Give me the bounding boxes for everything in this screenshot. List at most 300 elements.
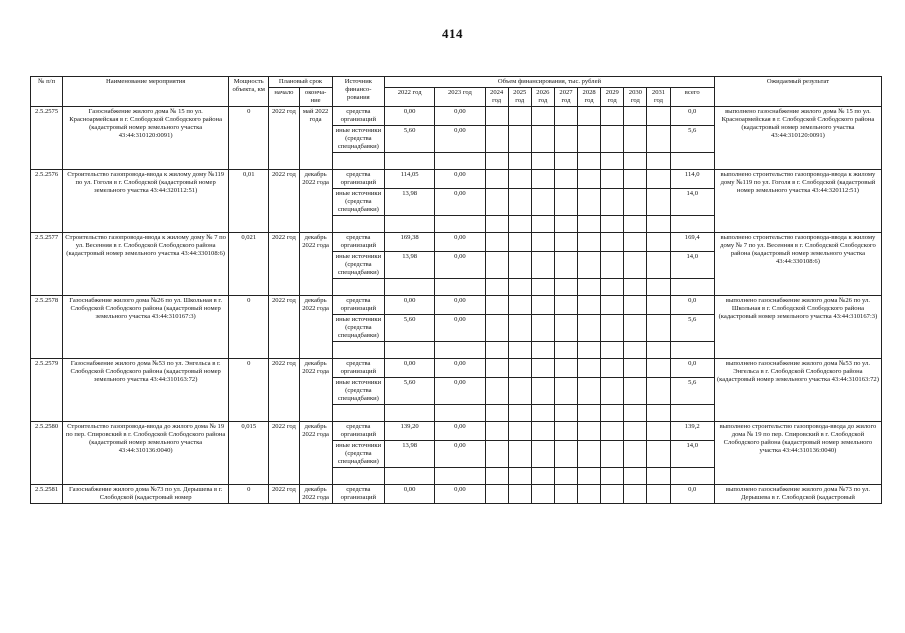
row-empty-year-cell	[531, 126, 554, 153]
header-no: № п/п	[31, 77, 63, 107]
row-source-other: иные источники (средства спецнадбавки)	[332, 189, 384, 216]
row-end: декабрь 2022 года	[299, 422, 332, 485]
header-term: Плановый срок	[269, 77, 332, 88]
row-empty-year-cell	[508, 107, 531, 126]
row-empty-year-cell	[647, 485, 670, 504]
row-empty-year-cell	[578, 170, 601, 189]
table-row	[31, 233, 882, 252]
spacer-cell	[578, 279, 601, 296]
header-total: всего	[670, 88, 714, 107]
spacer-cell	[554, 468, 577, 485]
row-empty-year-cell	[531, 170, 554, 189]
row-value-2022: 13,98	[385, 441, 435, 468]
spacer-cell	[332, 153, 384, 170]
row-empty-year-cell	[554, 233, 577, 252]
spacer-cell	[508, 405, 531, 422]
row-empty-year-cell	[578, 107, 601, 126]
row-value-2023: 0,00	[435, 189, 485, 216]
row-value-2022: 139,20	[385, 422, 435, 441]
header-term-start: начало	[269, 88, 299, 107]
row-start: 2022 год	[269, 422, 299, 485]
row-empty-year-cell	[531, 441, 554, 468]
header-term-end: оконча-ние	[299, 88, 332, 107]
row-total: 0,0	[670, 359, 714, 378]
row-empty-year-cell	[624, 252, 647, 279]
spacer-cell	[531, 342, 554, 359]
row-empty-year-cell	[601, 296, 624, 315]
table-row	[31, 422, 882, 441]
spacer-cell	[647, 153, 670, 170]
row-capacity: 0	[229, 296, 269, 359]
row-total: 169,4	[670, 233, 714, 252]
row-empty-year-cell	[485, 189, 508, 216]
row-empty-year-cell	[531, 233, 554, 252]
row-value-2023: 0,00	[435, 170, 485, 189]
row-empty-year-cell	[485, 107, 508, 126]
row-name: Строительство газопровода-ввода до жилого дома № 19 по пер. Спировский в г. Слободской Слободского района (кадастровый номер земельного участка 43:44:310136:0040)	[63, 422, 229, 485]
row-empty-year-cell	[624, 107, 647, 126]
spacer-cell	[647, 342, 670, 359]
row-empty-year-cell	[485, 441, 508, 468]
row-empty-year-cell	[578, 315, 601, 342]
row-empty-year-cell	[624, 422, 647, 441]
row-empty-year-cell	[578, 233, 601, 252]
row-number: 2.5.2580	[31, 422, 63, 485]
spacer-cell	[485, 279, 508, 296]
spacer-cell	[670, 468, 714, 485]
spacer-cell	[435, 405, 485, 422]
row-empty-year-cell	[508, 315, 531, 342]
spacer-cell	[435, 153, 485, 170]
row-number: 2.5.2575	[31, 107, 63, 170]
header-year-2027: 2027 год	[554, 88, 577, 107]
header-name: Наименование мероприятия	[63, 77, 229, 107]
row-empty-year-cell	[601, 315, 624, 342]
row-value-2022: 13,98	[385, 252, 435, 279]
spacer-cell	[624, 216, 647, 233]
row-empty-year-cell	[531, 422, 554, 441]
row-empty-year-cell	[601, 126, 624, 153]
row-value-2022: 5,60	[385, 126, 435, 153]
row-total: 14,0	[670, 189, 714, 216]
spacer-cell	[485, 342, 508, 359]
row-empty-year-cell	[624, 359, 647, 378]
row-value-2023: 0,00	[435, 296, 485, 315]
row-start: 2022 год	[269, 485, 299, 504]
spacer-cell	[508, 216, 531, 233]
row-empty-year-cell	[647, 441, 670, 468]
spacer-cell	[531, 279, 554, 296]
row-empty-year-cell	[508, 378, 531, 405]
row-empty-year-cell	[647, 378, 670, 405]
header-year-2028: 2028 год	[578, 88, 601, 107]
row-end: май 2022 года	[299, 107, 332, 170]
row-source-organizations: средства организаций	[332, 359, 384, 378]
spacer-cell	[670, 279, 714, 296]
row-empty-year-cell	[624, 315, 647, 342]
row-empty-year-cell	[578, 485, 601, 504]
row-name: Газоснабжение жилого дома № 15 по ул. Красноармейская в г. Слободской Слободского района (кадастровый номер земельного участка 43:44:310120:0091)	[63, 107, 229, 170]
spacer-cell	[670, 405, 714, 422]
row-end: декабрь 2022 года	[299, 359, 332, 422]
spacer-cell	[554, 153, 577, 170]
row-empty-year-cell	[485, 378, 508, 405]
row-name: Газоснабжение жилого дома №53 по ул. Энгельса в г. Слободской Слободского района (кадастровый номер земельного участка 43:44:310163:72)	[63, 359, 229, 422]
spacer-cell	[647, 279, 670, 296]
header-source: Источник финансо-рования	[332, 77, 384, 107]
row-empty-year-cell	[624, 378, 647, 405]
spacer-cell	[485, 153, 508, 170]
row-empty-year-cell	[508, 441, 531, 468]
row-end: декабрь 2022 года	[299, 485, 332, 504]
table-row	[31, 485, 882, 504]
row-capacity: 0,01	[229, 170, 269, 233]
spacer-cell	[485, 216, 508, 233]
row-source-organizations: средства организаций	[332, 233, 384, 252]
table-header	[31, 77, 882, 107]
row-empty-year-cell	[647, 252, 670, 279]
row-name: Строительство газопровода-ввода к жилому дому №119 по ул. Гоголя в г. Слободской (кадастровый номер земельного участка 43:44:320112:51)	[63, 170, 229, 233]
row-empty-year-cell	[508, 189, 531, 216]
row-empty-year-cell	[578, 296, 601, 315]
row-empty-year-cell	[554, 441, 577, 468]
row-empty-year-cell	[554, 378, 577, 405]
row-empty-year-cell	[624, 126, 647, 153]
row-start: 2022 год	[269, 170, 299, 233]
row-capacity: 0	[229, 107, 269, 170]
row-empty-year-cell	[601, 485, 624, 504]
row-total: 5,6	[670, 126, 714, 153]
row-empty-year-cell	[624, 189, 647, 216]
row-empty-year-cell	[508, 422, 531, 441]
header-year-2025: 2025 год	[508, 88, 531, 107]
spacer-cell	[332, 405, 384, 422]
row-value-2022: 5,60	[385, 378, 435, 405]
row-empty-year-cell	[531, 252, 554, 279]
spacer-cell	[647, 216, 670, 233]
spacer-cell	[485, 405, 508, 422]
row-source-other: иные источники (средства спецнадбавки)	[332, 378, 384, 405]
row-empty-year-cell	[601, 107, 624, 126]
row-empty-year-cell	[554, 315, 577, 342]
spacer-cell	[435, 342, 485, 359]
row-value-2022: 0,00	[385, 359, 435, 378]
spacer-cell	[647, 405, 670, 422]
row-capacity: 0,015	[229, 422, 269, 485]
spacer-cell	[554, 279, 577, 296]
row-empty-year-cell	[647, 170, 670, 189]
spacer-cell	[385, 216, 435, 233]
spacer-cell	[554, 342, 577, 359]
spacer-cell	[670, 216, 714, 233]
row-empty-year-cell	[485, 126, 508, 153]
row-value-2022: 0,00	[385, 107, 435, 126]
row-empty-year-cell	[554, 485, 577, 504]
row-empty-year-cell	[531, 107, 554, 126]
row-empty-year-cell	[601, 170, 624, 189]
header-year-2022: 2022 год	[385, 88, 435, 107]
row-name: Строительство газопровода-ввода к жилому дому № 7 по ул. Весенняя в г. Слободской Слободского района (кадастровый номер земельного участка 43:44:330108:6)	[63, 233, 229, 296]
funding-table	[30, 76, 882, 504]
row-empty-year-cell	[485, 315, 508, 342]
row-empty-year-cell	[531, 378, 554, 405]
row-source-organizations: средства организаций	[332, 107, 384, 126]
spacer-cell	[435, 216, 485, 233]
row-value-2023: 0,00	[435, 315, 485, 342]
spacer-cell	[508, 468, 531, 485]
row-empty-year-cell	[578, 378, 601, 405]
row-total: 14,0	[670, 252, 714, 279]
row-empty-year-cell	[624, 485, 647, 504]
row-empty-year-cell	[485, 422, 508, 441]
row-total: 5,6	[670, 378, 714, 405]
row-source-other: иные источники (средства спецнадбавки)	[332, 126, 384, 153]
spacer-cell	[601, 405, 624, 422]
row-end: декабрь 2022 года	[299, 233, 332, 296]
row-empty-year-cell	[485, 170, 508, 189]
row-capacity: 0	[229, 359, 269, 422]
row-empty-year-cell	[578, 189, 601, 216]
row-empty-year-cell	[601, 378, 624, 405]
funding-table-wrap	[30, 76, 882, 504]
row-result: выполнено газоснабжение жилого дома №73 по ул. Дерышева в г. Слободской (кадастровый	[714, 485, 881, 504]
row-value-2023: 0,00	[435, 233, 485, 252]
row-empty-year-cell	[485, 296, 508, 315]
row-result: выполнено строительство газопровода-ввода к жилому дому № 7 по ул. Весенняя в г. Слободской Слободского района (кадастровый номер земельного участка 43:44:330108:6)	[714, 233, 881, 296]
row-total: 0,0	[670, 296, 714, 315]
spacer-cell	[624, 279, 647, 296]
row-source-organizations: средства организаций	[332, 170, 384, 189]
row-empty-year-cell	[531, 359, 554, 378]
row-empty-year-cell	[554, 126, 577, 153]
header-funding: Объем финансирования, тыс. рублей	[385, 77, 715, 88]
row-start: 2022 год	[269, 296, 299, 359]
row-empty-year-cell	[601, 233, 624, 252]
row-empty-year-cell	[601, 422, 624, 441]
table-row	[31, 170, 882, 189]
spacer-cell	[554, 405, 577, 422]
spacer-cell	[670, 342, 714, 359]
spacer-cell	[601, 279, 624, 296]
spacer-cell	[385, 279, 435, 296]
row-empty-year-cell	[554, 107, 577, 126]
table-row	[31, 359, 882, 378]
row-result: выполнено газоснабжение жилого дома №53 по ул. Энгельса в г. Слободской Слободского района (кадастровый номер земельного участка 43:44:310163:72)	[714, 359, 881, 422]
spacer-cell	[624, 342, 647, 359]
row-empty-year-cell	[554, 189, 577, 216]
row-value-2023: 0,00	[435, 378, 485, 405]
table-row	[31, 296, 882, 315]
row-total: 139,2	[670, 422, 714, 441]
row-empty-year-cell	[601, 359, 624, 378]
spacer-cell	[578, 153, 601, 170]
row-empty-year-cell	[508, 126, 531, 153]
row-value-2022: 5,60	[385, 315, 435, 342]
row-total: 0,0	[670, 485, 714, 504]
row-empty-year-cell	[647, 296, 670, 315]
row-empty-year-cell	[531, 296, 554, 315]
header-year-2029: 2029 год	[601, 88, 624, 107]
row-empty-year-cell	[578, 126, 601, 153]
row-empty-year-cell	[647, 107, 670, 126]
row-empty-year-cell	[485, 485, 508, 504]
row-result: выполнено газоснабжение жилого дома № 15 по ул. Красноармейская в г. Слободской Слободского района (кадастровый номер земельного участка 43:44:310120:0091)	[714, 107, 881, 170]
header-year-2030: 2030 год	[624, 88, 647, 107]
spacer-cell	[624, 153, 647, 170]
row-start: 2022 год	[269, 233, 299, 296]
row-empty-year-cell	[647, 422, 670, 441]
row-capacity: 0	[229, 485, 269, 504]
row-capacity: 0,021	[229, 233, 269, 296]
row-value-2022: 0,00	[385, 485, 435, 504]
row-value-2022: 169,38	[385, 233, 435, 252]
row-number: 2.5.2581	[31, 485, 63, 504]
row-number: 2.5.2576	[31, 170, 63, 233]
spacer-cell	[578, 405, 601, 422]
spacer-cell	[332, 342, 384, 359]
row-empty-year-cell	[624, 441, 647, 468]
row-value-2023: 0,00	[435, 441, 485, 468]
row-empty-year-cell	[601, 252, 624, 279]
row-source-other: иные источники (средства спецнадбавки)	[332, 315, 384, 342]
row-empty-year-cell	[578, 441, 601, 468]
table-body	[31, 107, 882, 504]
row-empty-year-cell	[647, 126, 670, 153]
row-empty-year-cell	[554, 359, 577, 378]
spacer-cell	[670, 153, 714, 170]
row-start: 2022 год	[269, 359, 299, 422]
spacer-cell	[601, 153, 624, 170]
spacer-cell	[601, 216, 624, 233]
spacer-cell	[332, 468, 384, 485]
row-value-2023: 0,00	[435, 107, 485, 126]
row-empty-year-cell	[647, 233, 670, 252]
spacer-cell	[332, 279, 384, 296]
row-empty-year-cell	[508, 359, 531, 378]
row-value-2022: 0,00	[385, 296, 435, 315]
spacer-cell	[601, 342, 624, 359]
spacer-cell	[531, 405, 554, 422]
row-empty-year-cell	[647, 189, 670, 216]
spacer-cell	[554, 216, 577, 233]
row-empty-year-cell	[508, 252, 531, 279]
row-total: 114,0	[670, 170, 714, 189]
row-source-other: иные источники (средства спецнадбавки)	[332, 441, 384, 468]
row-result: выполнено газоснабжение жилого дома №26 по ул. Школьная в г. Слободской Слободского района (кадастровый номер земельного участка 43:44:310167:3)	[714, 296, 881, 359]
row-empty-year-cell	[578, 359, 601, 378]
spacer-cell	[531, 153, 554, 170]
row-source-organizations: средства организаций	[332, 422, 384, 441]
row-empty-year-cell	[485, 359, 508, 378]
row-name: Газоснабжение жилого дома №26 по ул. Школьная в г. Слободской Слободского района (кадастровый номер земельного участка 43:44:310167:3)	[63, 296, 229, 359]
spacer-cell	[601, 468, 624, 485]
row-empty-year-cell	[624, 296, 647, 315]
row-empty-year-cell	[578, 252, 601, 279]
row-start: 2022 год	[269, 107, 299, 170]
row-empty-year-cell	[508, 485, 531, 504]
row-empty-year-cell	[647, 359, 670, 378]
row-number: 2.5.2579	[31, 359, 63, 422]
row-number: 2.5.2578	[31, 296, 63, 359]
row-name: Газоснабжение жилого дома №73 по ул. Дерышева в г. Слободской (кадастровый номер	[63, 485, 229, 504]
row-value-2023: 0,00	[435, 359, 485, 378]
row-empty-year-cell	[647, 315, 670, 342]
spacer-cell	[332, 216, 384, 233]
header-year-2024: 2024 год	[485, 88, 508, 107]
header-capacity: Мощность объекта, км	[229, 77, 269, 107]
row-value-2022: 13,98	[385, 189, 435, 216]
header-year-2026: 2026 год	[531, 88, 554, 107]
row-source-organizations: средства организаций	[332, 485, 384, 504]
row-empty-year-cell	[531, 485, 554, 504]
spacer-cell	[435, 279, 485, 296]
spacer-cell	[385, 342, 435, 359]
spacer-cell	[508, 153, 531, 170]
spacer-cell	[531, 468, 554, 485]
row-source-other: иные источники (средства спецнадбавки)	[332, 252, 384, 279]
row-empty-year-cell	[508, 296, 531, 315]
row-total: 5,6	[670, 315, 714, 342]
row-empty-year-cell	[601, 189, 624, 216]
row-number: 2.5.2577	[31, 233, 63, 296]
header-result: Ожидаемый результат	[714, 77, 881, 107]
row-total: 14,0	[670, 441, 714, 468]
row-end: декабрь 2022 года	[299, 170, 332, 233]
spacer-cell	[508, 279, 531, 296]
row-empty-year-cell	[485, 233, 508, 252]
row-empty-year-cell	[531, 189, 554, 216]
spacer-cell	[508, 342, 531, 359]
row-source-organizations: средства организаций	[332, 296, 384, 315]
spacer-cell	[485, 468, 508, 485]
spacer-cell	[624, 468, 647, 485]
row-value-2023: 0,00	[435, 485, 485, 504]
spacer-cell	[385, 153, 435, 170]
row-empty-year-cell	[624, 233, 647, 252]
row-value-2023: 0,00	[435, 422, 485, 441]
spacer-cell	[578, 216, 601, 233]
row-empty-year-cell	[508, 233, 531, 252]
row-empty-year-cell	[601, 441, 624, 468]
spacer-cell	[578, 468, 601, 485]
spacer-cell	[385, 405, 435, 422]
spacer-cell	[578, 342, 601, 359]
row-total: 0,0	[670, 107, 714, 126]
row-empty-year-cell	[554, 296, 577, 315]
row-result: выполнено строительство газопровода-ввода к жилому дому №119 по ул. Гоголя в г. Слободской (кадастровый номер земельного участка 43:44:320112:51)	[714, 170, 881, 233]
row-empty-year-cell	[554, 422, 577, 441]
table-row	[31, 107, 882, 126]
row-value-2023: 0,00	[435, 126, 485, 153]
spacer-cell	[531, 216, 554, 233]
row-empty-year-cell	[485, 252, 508, 279]
spacer-cell	[435, 468, 485, 485]
row-empty-year-cell	[531, 315, 554, 342]
row-result: выполнено строительство газопровода-ввода до жилого дома № 19 по пер. Спировский в г. Слободской Слободского района (кадастровый номер земельного участка 43:44:310136:0040)	[714, 422, 881, 485]
row-end: декабрь 2022 года	[299, 296, 332, 359]
page-number: 414	[442, 26, 463, 41]
row-empty-year-cell	[508, 170, 531, 189]
row-empty-year-cell	[554, 170, 577, 189]
row-empty-year-cell	[554, 252, 577, 279]
header-year-2023: 2023 год	[435, 88, 485, 107]
row-empty-year-cell	[624, 170, 647, 189]
row-value-2022: 114,05	[385, 170, 435, 189]
spacer-cell	[385, 468, 435, 485]
header-year-2031: 2031 год	[647, 88, 670, 107]
row-value-2023: 0,00	[435, 252, 485, 279]
spacer-cell	[647, 468, 670, 485]
